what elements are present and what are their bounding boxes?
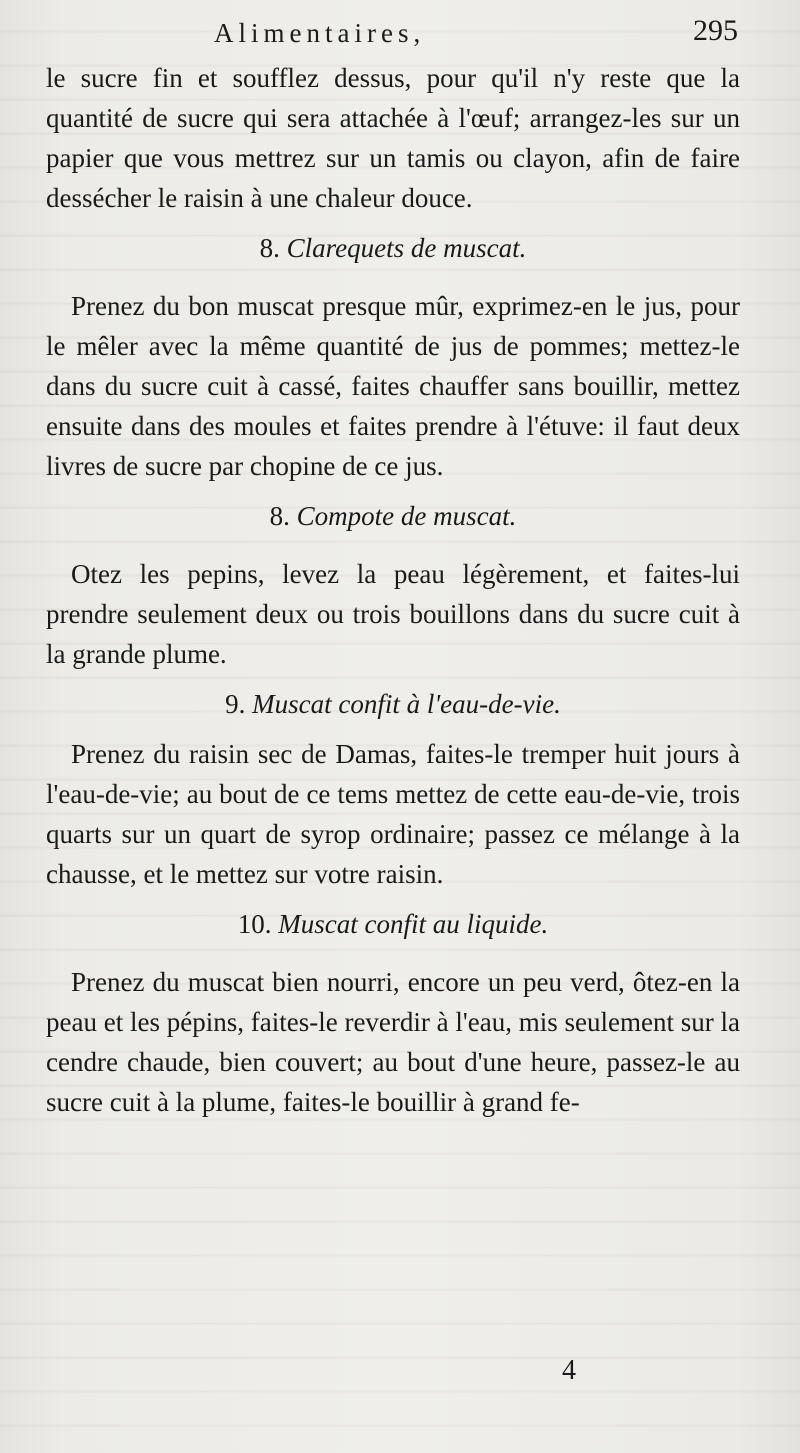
- section-title: Muscat confit à l'eau-de-vie.: [252, 689, 561, 719]
- section-number: 8.: [269, 501, 290, 531]
- page-text: [46, 58, 740, 1122]
- section-paragraph: Prenez du raisin sec de Damas, faites-le tremper huit jours à l'eau-de-vie; au bout de ce tems mettez de cette eau-de-vie, trois quarts sur un quart de syrop ordinaire; passez ce mélange à la chausse, et le mettez sur votre raisin.: [46, 739, 740, 889]
- section-number: 9.: [225, 689, 246, 719]
- section-heading: [46, 904, 740, 944]
- section-number: 10.: [237, 909, 272, 939]
- section-paragraph: Prenez du muscat bien nourri, encore un peu verd, ôtez-en la peau et les pépins, faites-le reverdir à l'eau, mis seulement sur la cendre chaude, bien couvert; au bout d'une heure, passez-le au sucre cuit à la plume, faites-le bouillir à grand fe-: [46, 967, 740, 1117]
- section-heading: [46, 684, 740, 724]
- section-title: Clarequets de muscat.: [286, 233, 527, 263]
- signature-mark: 4: [562, 1355, 576, 1386]
- section-paragraph: Prenez du bon muscat presque mûr, exprimez-en le jus, pour le mêler avec la même quantité de jus de pommes; mettez-le dans du sucre cuit à cassé, faites chauffer sans bouillir, mettez ensuite dans des moules et faites prendre à l'étuve: il faut deux livres de sucre par chopine de ce jus.: [46, 291, 740, 481]
- section-title: Muscat confit au liquide.: [278, 909, 549, 939]
- section-number: 8.: [259, 233, 280, 263]
- section-paragraph: Otez les pepins, levez la peau légèrement, et faites-lui prendre seulement deux ou trois bouillons dans du sucre cuit à la grande plume.: [46, 559, 740, 669]
- running-title: Alimentaires,: [214, 18, 426, 48]
- section-heading: [46, 228, 740, 268]
- intro-paragraph: le sucre fin et soufflez dessus, pour qu'il n'y reste que la quantité de sucre qui sera attachée à l'œuf; arrangez-les sur un papier que vous mettrez sur un tamis ou clayon, afin de faire dessécher le raisin à une chaleur douce.: [46, 63, 740, 213]
- section-title: Compote de muscat.: [296, 501, 517, 531]
- page-number: 295: [693, 14, 738, 47]
- section-heading: [46, 496, 740, 536]
